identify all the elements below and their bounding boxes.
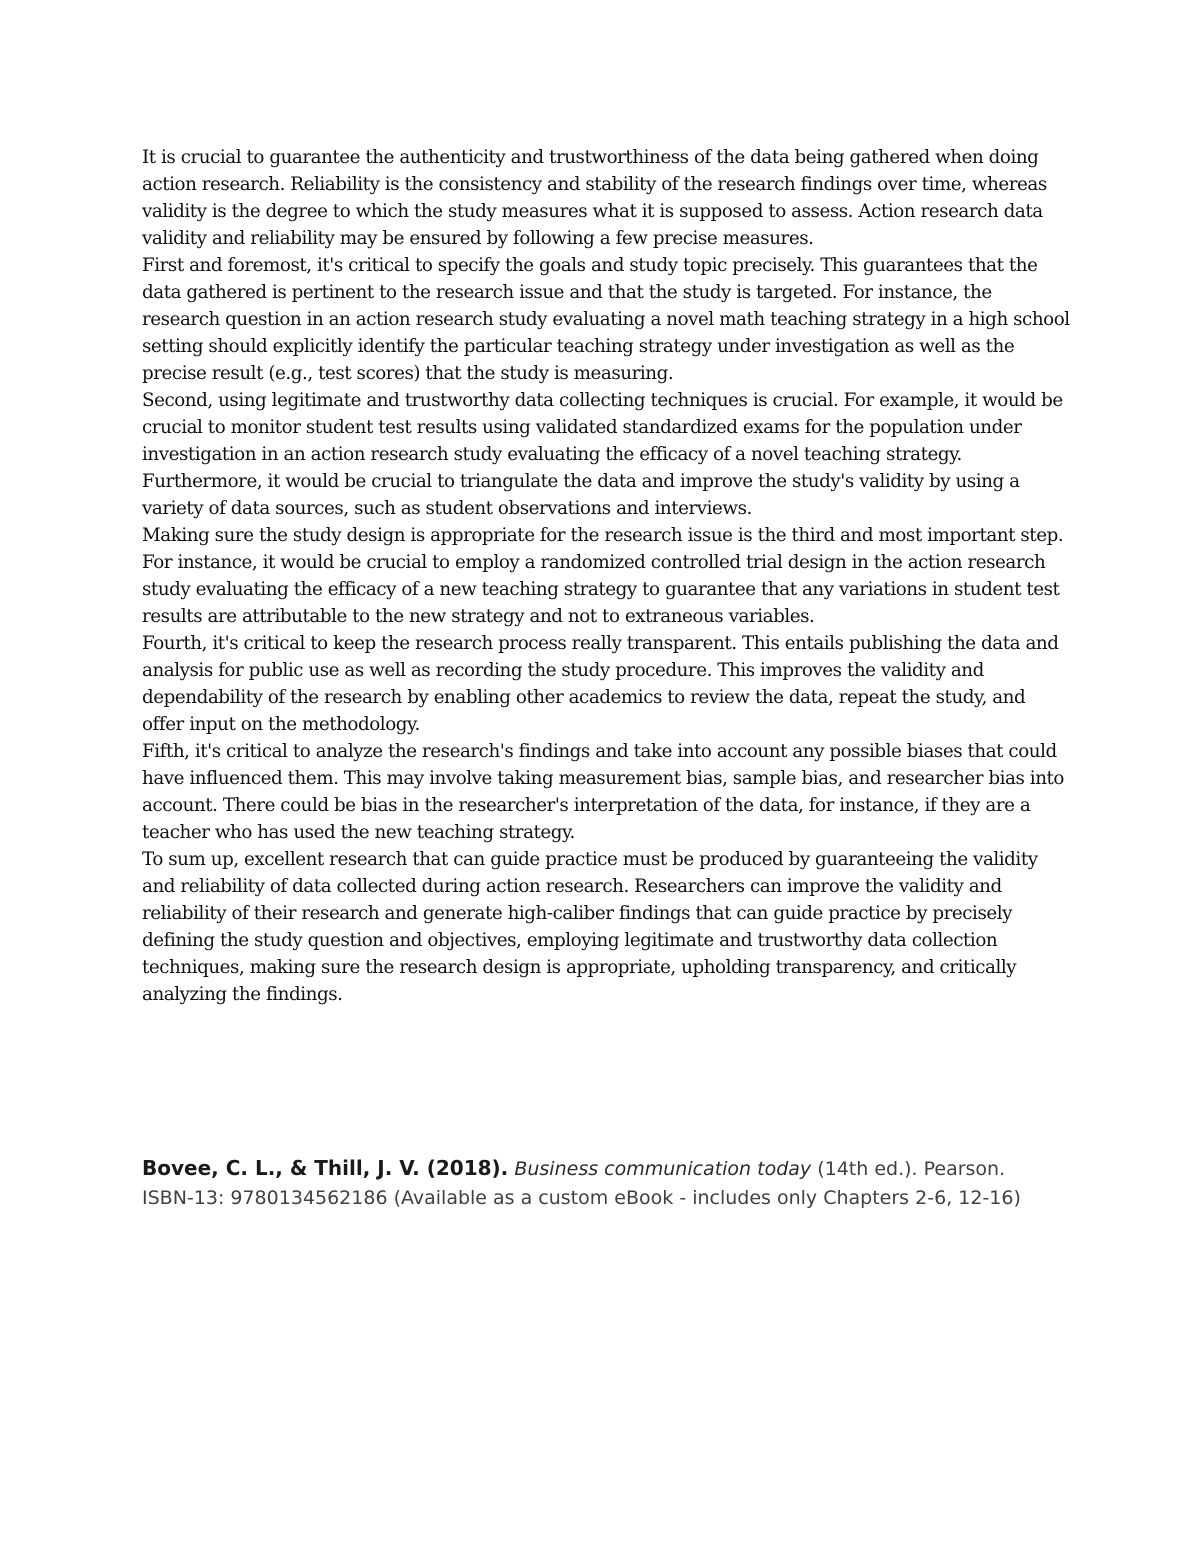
paragraph-fifth: Fifth, it's critical to analyze the research's findings and take into account any possible biases that could have influenced them. This may involve taking measurement bias, sample bias, and researcher bias into account. There could be bias in the researcher's interpretation of the data, for instance, if they are a teacher who has used the new teaching strategy. [142, 741, 1064, 843]
paragraph-intro: It is crucial to guarantee the authenticity and trustworthiness of the data being gathered when doing action research. Reliability is the consistency and stability of the research findings over time, whereas validity is the degree to which the study measures what it is supposed to assess. Action research data validity and reliability may be ensured by following a few precise measures. [142, 147, 1047, 249]
paragraph-second: Second, using legitimate and trustworthy data collecting techniques is crucial. For example, it would be crucial to monitor student test results using validated standardized exams for the population under investigation in an action research study evaluating the efficacy of a novel teaching strategy. Furthermore, it would be crucial to triangulate the data and improve the study's validity by using a variety of data sources, such as student observations and interviews. [142, 390, 1063, 519]
document-body [142, 144, 1072, 1008]
citation-book-title: Business communication today [514, 1158, 812, 1180]
citation-edition: (14th ed.). [811, 1158, 918, 1180]
reference-citation [142, 1154, 1042, 1213]
citation-details: Pearson. ISBN-13: 9780134562186 (Available as a custom eBook - includes only Chapters 2-6, 12-16) [142, 1158, 1021, 1209]
citation-authors: Bovee, C. L., & Thill, J. V. (2018). [142, 1156, 509, 1180]
paragraph-first: First and foremost, it's critical to specify the goals and study topic precisely. This guarantees that the data gathered is pertinent to the research issue and that the study is targeted. For instance, the research question in an action research study evaluating a novel math teaching strategy in a high school setting should explicitly identify the particular teaching strategy under investigation as well as the precise result (e.g., test scores) that the study is measuring. [142, 255, 1070, 384]
paragraph-conclusion: To sum up, excellent research that can guide practice must be produced by guaranteeing the validity and reliability of data collected during action research. Researchers can improve the validity and reliability of their research and generate high-caliber findings that can guide practice by precisely defining the study question and objectives, employing legitimate and trustworthy data collection techniques, making sure the research design is appropriate, upholding transparency, and critically analyzing the findings. [142, 849, 1038, 1005]
paragraph-third: Making sure the study design is appropriate for the research issue is the third and most important step. For instance, it would be crucial to employ a randomized controlled trial design in the action research study evaluating the efficacy of a new teaching strategy to guarantee that any variations in student test results are attributable to the new strategy and not to extraneous variables. [142, 525, 1064, 627]
paragraph-fourth: Fourth, it's critical to keep the research process really transparent. This entails publishing the data and analysis for public use as well as recording the study procedure. This improves the validity and dependability of the research by enabling other academics to review the data, repeat the study, and offer input on the methodology. [142, 633, 1059, 735]
